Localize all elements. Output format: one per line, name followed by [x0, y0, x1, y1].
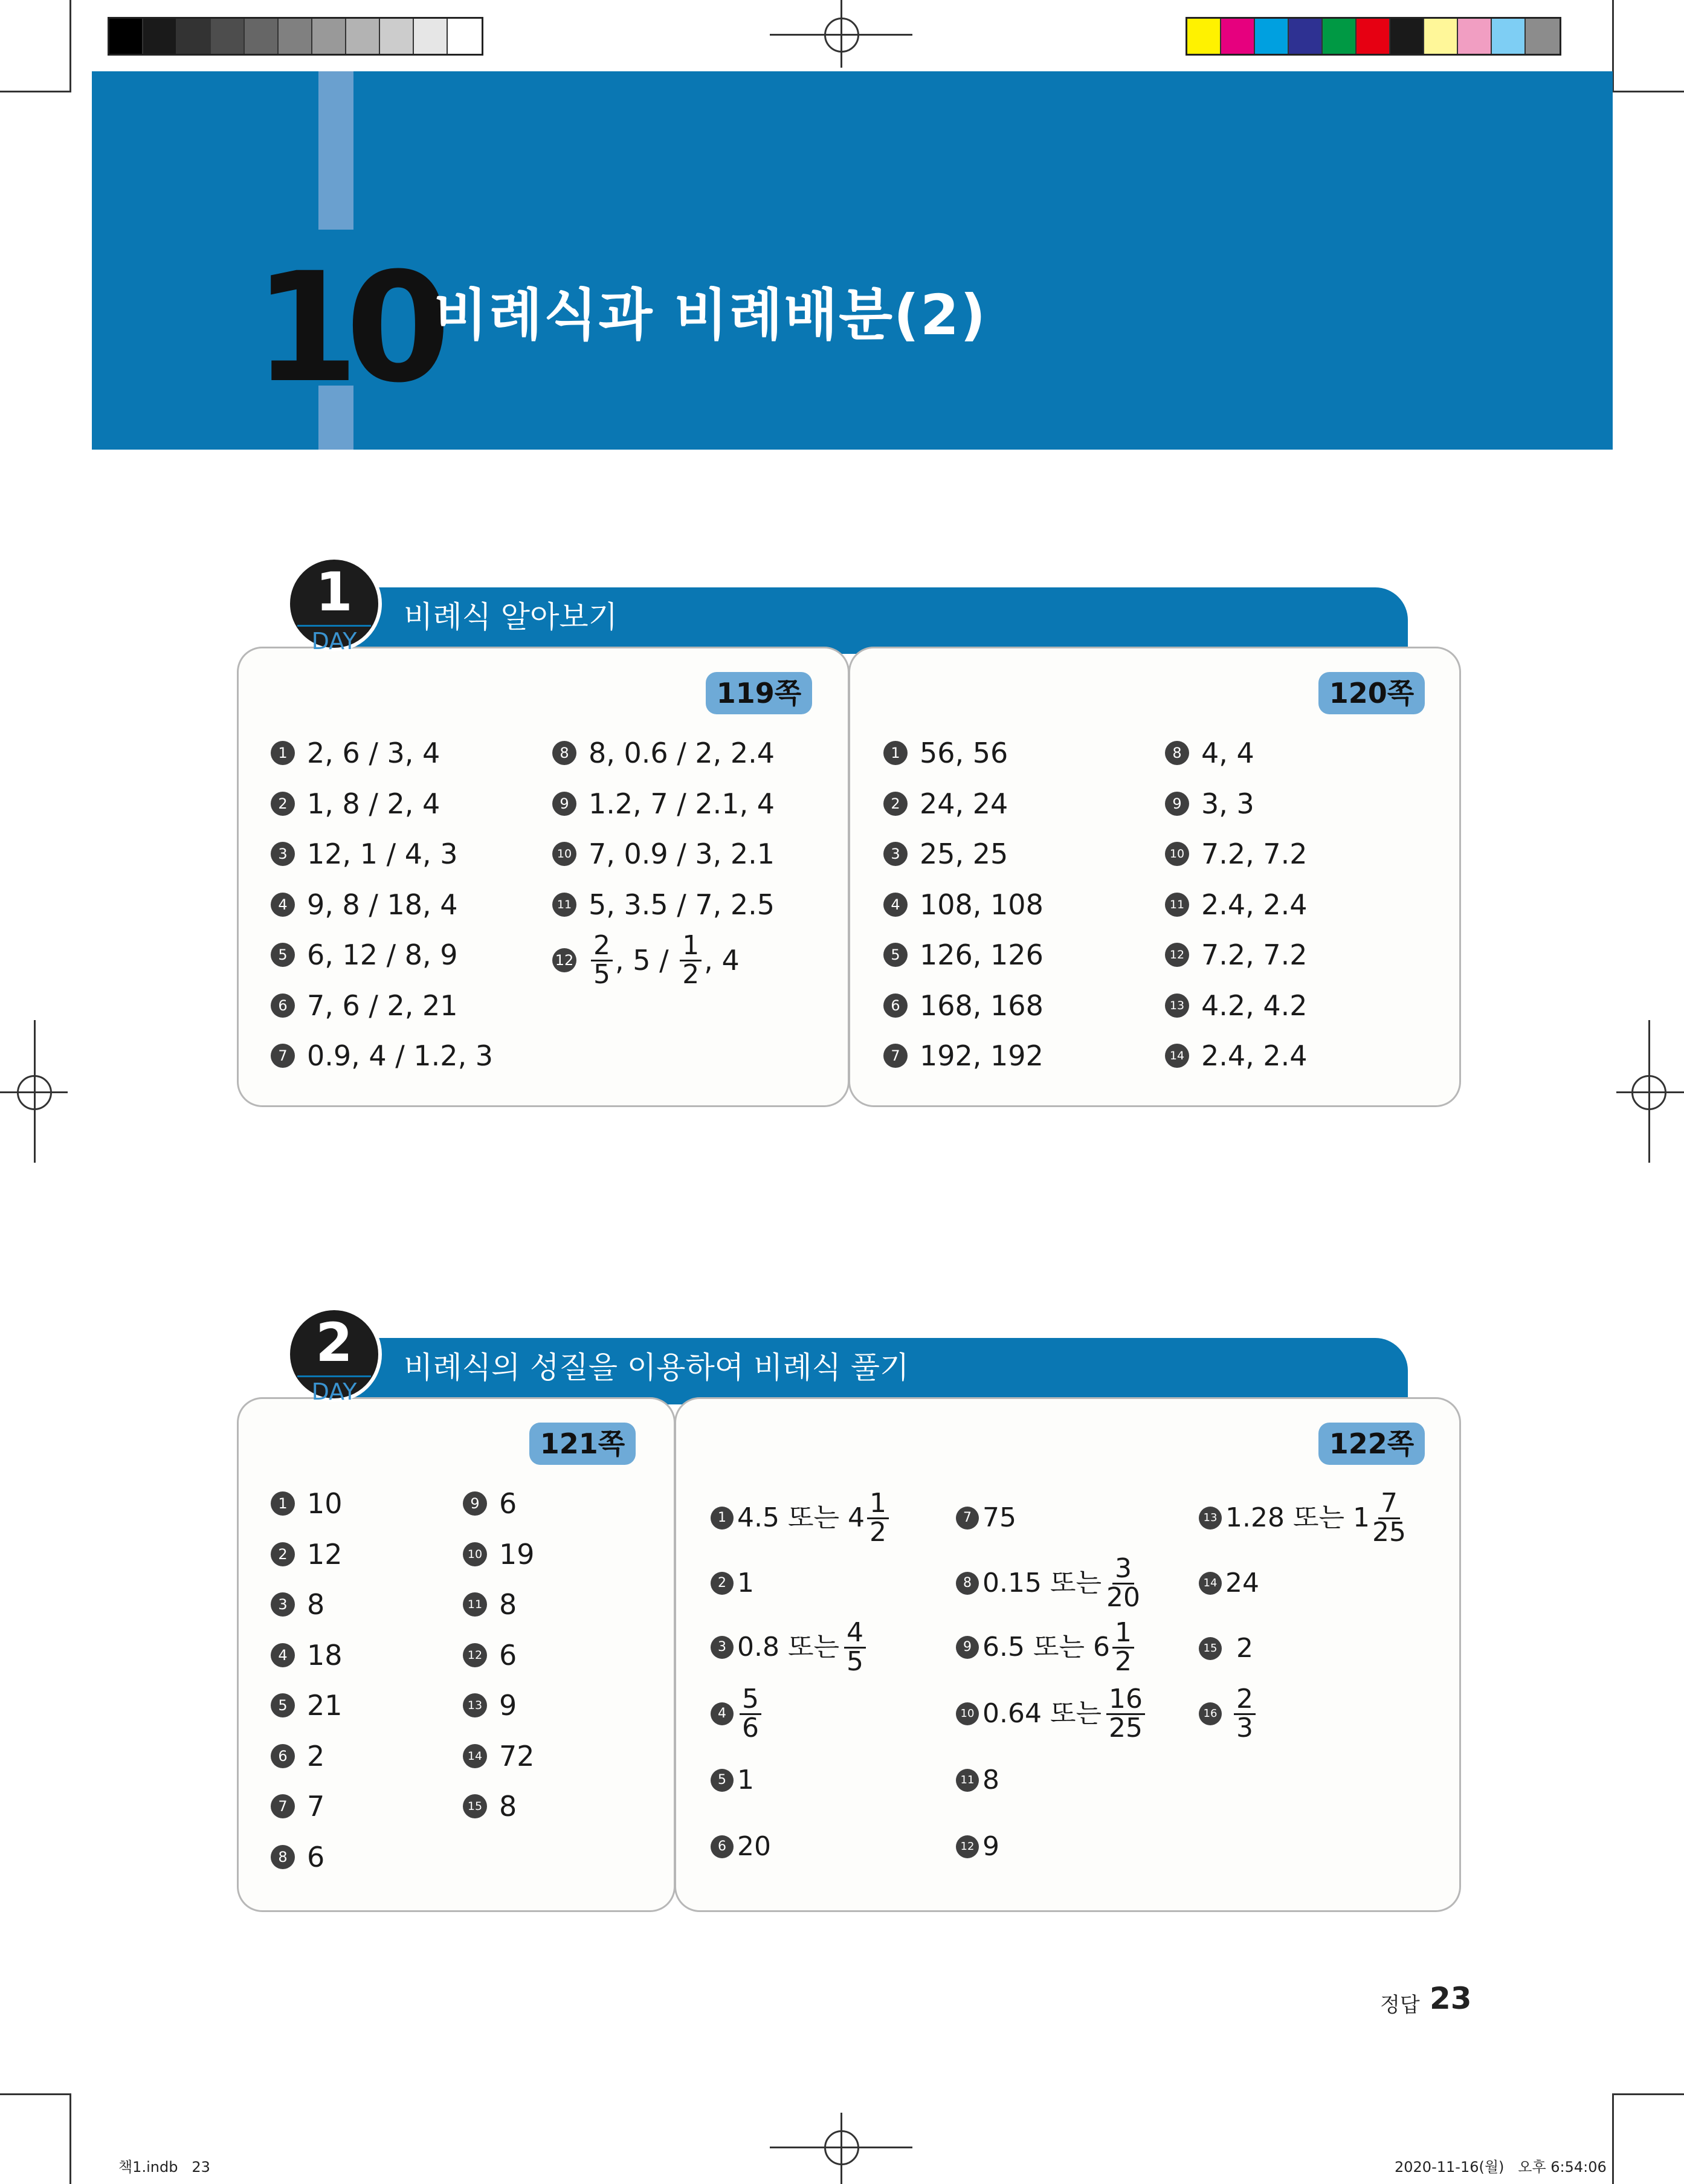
answer-text: 6 — [499, 1638, 517, 1672]
answer-number: 16 — [1199, 1702, 1222, 1725]
answer-number: 15 — [1199, 1637, 1222, 1660]
color-swatch — [1492, 19, 1526, 54]
fraction-numerator: 5 — [740, 1686, 761, 1715]
answer-item — [1165, 737, 1254, 769]
answer-number: 4 — [883, 893, 908, 917]
answer-item — [271, 737, 440, 769]
day2-badge — [286, 1307, 382, 1405]
answer-number: 12 — [956, 1835, 979, 1858]
answer-item — [463, 1640, 517, 1671]
answer-number: 2 — [711, 1572, 734, 1595]
day2-title: 비례식의 성질을 이용하여 비례식 풀기 — [404, 1350, 909, 1385]
answer-number: 10 — [956, 1702, 979, 1725]
answer-number: 12 — [463, 1643, 487, 1667]
answer-text: 21 — [307, 1689, 343, 1722]
color-swatch — [312, 19, 346, 54]
answer-item — [552, 889, 775, 920]
answer-text: 10 — [307, 1487, 343, 1520]
fraction-numerator: 2 — [1234, 1686, 1256, 1715]
print-timestamp: 2020-11-16(월) 오후 6:54:06 — [1395, 2159, 1607, 2176]
fraction — [591, 929, 613, 990]
answer-item — [883, 889, 1044, 920]
answer-number: 1 — [271, 741, 295, 765]
day-number: 2 — [315, 1311, 353, 1374]
answer-item — [1165, 788, 1254, 819]
color-swatch — [211, 19, 245, 54]
answer-text: 25, 25 — [920, 838, 1008, 870]
answer-number: 7 — [271, 1044, 295, 1068]
answer-item — [956, 1684, 1147, 1744]
color-swatch — [1424, 19, 1458, 54]
color-swatch — [346, 19, 380, 54]
color-swatch — [143, 19, 177, 54]
color-swatch — [1526, 19, 1560, 54]
color-swatch — [245, 19, 279, 54]
answer-text: 4, 4 — [1201, 737, 1254, 769]
color-swatch — [1357, 19, 1390, 54]
crop-mark — [0, 2093, 71, 2095]
answer-number: 11 — [552, 893, 576, 917]
chapter-number: 10 — [254, 240, 437, 416]
answer-text: 4.5 또는 4 — [737, 1502, 865, 1533]
fraction-denominator: 25 — [1372, 1516, 1406, 1548]
fraction — [867, 1487, 889, 1548]
answer-item — [956, 1765, 999, 1796]
answer-item — [463, 1539, 535, 1570]
answer-item — [271, 1539, 343, 1570]
answer-item — [271, 889, 458, 920]
answer-item — [271, 1488, 343, 1519]
answer-number: 6 — [271, 993, 295, 1018]
answer-text: 2 — [307, 1739, 325, 1772]
answer-item — [271, 1690, 343, 1721]
answer-item — [271, 1040, 493, 1071]
color-swatch — [448, 19, 482, 54]
answer-text: 8 — [307, 1588, 325, 1621]
answer-item — [271, 939, 458, 971]
answer-text: 2.4, 2.4 — [1201, 1039, 1308, 1072]
answer-text: , 5 / — [615, 944, 678, 977]
answer-text: 20 — [737, 1831, 771, 1862]
registration-mark — [824, 2130, 859, 2165]
answer-number: 14 — [463, 1744, 487, 1768]
answer-text: 6 — [307, 1840, 325, 1873]
chapter-header — [92, 71, 1613, 450]
answer-item — [883, 788, 1008, 819]
fraction-denominator: 25 — [1108, 1712, 1143, 1743]
answer-number: 3 — [271, 1592, 295, 1617]
color-swatch — [1187, 19, 1221, 54]
fraction-numerator: 1 — [1112, 1620, 1134, 1649]
answer-item — [883, 939, 1044, 971]
answer-number: 3 — [711, 1636, 734, 1659]
answer-text: 24 — [1225, 1568, 1259, 1598]
fraction-denominator: 2 — [869, 1516, 886, 1548]
answer-number: 14 — [1199, 1572, 1222, 1595]
day1-badge — [286, 556, 382, 654]
answer-text: 6.5 또는 6 — [982, 1632, 1110, 1662]
registration-mark — [824, 18, 859, 53]
answer-item — [956, 1553, 1143, 1614]
answer-number: 8 — [956, 1572, 979, 1595]
answer-text: 0.9, 4 / 1.2, 3 — [307, 1039, 494, 1072]
fraction-numerator: 4 — [844, 1620, 866, 1649]
answer-text: 7, 0.9 / 3, 2.1 — [589, 838, 775, 870]
fraction — [1106, 1552, 1140, 1613]
answer-item — [463, 1690, 517, 1721]
answer-text: 7 — [307, 1790, 325, 1823]
fraction-numerator: 7 — [1378, 1490, 1400, 1519]
answer-number: 7 — [883, 1044, 908, 1068]
answer-item — [1165, 838, 1308, 870]
chapter-title: 비례식과 비례배분(2) — [434, 283, 987, 347]
fraction — [740, 1683, 761, 1743]
crop-mark — [0, 91, 71, 92]
answer-text: 8, 0.6 / 2, 2.4 — [589, 737, 775, 769]
color-swatch — [1458, 19, 1492, 54]
answer-number: 8 — [1165, 741, 1189, 765]
answer-item — [1199, 1633, 1253, 1664]
fraction-denominator: 2 — [1114, 1646, 1132, 1677]
answer-number: 13 — [463, 1693, 487, 1717]
color-swatch — [109, 19, 143, 54]
answer-text: 72 — [499, 1739, 535, 1772]
day-label: DAY — [311, 628, 357, 654]
fraction-denominator: 6 — [742, 1712, 759, 1743]
answer-number: 12 — [1165, 943, 1189, 967]
answer-text: 7, 6 / 2, 21 — [307, 989, 458, 1022]
answer-text: 0.15 또는 — [982, 1568, 1102, 1598]
grayscale-color-bar — [108, 17, 483, 56]
answer-text: 7.2, 7.2 — [1201, 838, 1308, 870]
answer-item — [552, 788, 775, 819]
answer-number: 14 — [1165, 1044, 1189, 1068]
answer-number: 1 — [271, 1491, 295, 1516]
day1-right-panel — [848, 647, 1461, 1107]
answer-item — [271, 838, 458, 870]
answer-number: 2 — [271, 792, 295, 816]
answer-number: 10 — [1165, 842, 1189, 866]
process-color-bar — [1186, 17, 1561, 56]
answer-number: 11 — [956, 1769, 979, 1792]
answer-number: 4 — [271, 893, 295, 917]
answer-text: 108, 108 — [920, 888, 1044, 921]
fraction-denominator: 20 — [1106, 1581, 1140, 1613]
fraction-numerator: 2 — [591, 932, 613, 961]
page-tag-122: 122쪽 — [1318, 1423, 1425, 1465]
fraction-denominator: 5 — [593, 958, 610, 990]
answer-text: 2.4, 2.4 — [1201, 888, 1308, 921]
day-label: DAY — [311, 1378, 357, 1405]
answer-number: 11 — [1165, 893, 1189, 917]
answer-item — [463, 1589, 517, 1620]
crop-mark — [1612, 91, 1684, 92]
answer-number: 7 — [956, 1507, 979, 1530]
answer-number: 12 — [552, 948, 576, 972]
answer-item — [271, 990, 458, 1021]
answer-number: 3 — [883, 842, 908, 866]
fraction — [1234, 1683, 1256, 1743]
color-swatch — [1289, 19, 1323, 54]
crop-mark — [69, 2093, 71, 2184]
answer-text: 56, 56 — [920, 737, 1008, 769]
registration-mark — [1631, 1075, 1666, 1110]
answer-item — [463, 1740, 535, 1772]
answer-text: 1 — [737, 1765, 754, 1795]
answer-number: 9 — [956, 1636, 979, 1659]
answer-item — [883, 838, 1008, 870]
fraction-numerator: 3 — [1112, 1556, 1134, 1585]
answer-text: 12 — [307, 1537, 343, 1571]
answer-item — [711, 1831, 771, 1863]
fraction-denominator: 3 — [1236, 1712, 1253, 1743]
answer-item — [1165, 990, 1308, 1021]
color-swatch — [1390, 19, 1424, 54]
answer-text: 2 — [1236, 1633, 1253, 1664]
color-swatch — [1323, 19, 1357, 54]
answer-item — [956, 1831, 999, 1863]
answer-item — [711, 1488, 891, 1548]
answer-number: 6 — [271, 1744, 295, 1768]
answer-number: 13 — [1199, 1507, 1222, 1530]
answer-item — [883, 737, 1008, 769]
day1-title: 비례식 알아보기 — [404, 599, 618, 635]
answer-item — [883, 1040, 1044, 1071]
answer-text: 1.2, 7 / 2.1, 4 — [589, 787, 775, 820]
answer-number: 1 — [883, 741, 908, 765]
answer-text: 6, 12 / 8, 9 — [307, 939, 458, 971]
answer-number: 9 — [552, 792, 576, 816]
answer-number: 6 — [883, 993, 908, 1018]
answer-item — [711, 1765, 754, 1796]
answer-text: 126, 126 — [920, 939, 1044, 971]
answer-item — [463, 1488, 517, 1519]
fraction — [680, 929, 702, 990]
day1-left-panel — [237, 647, 850, 1107]
fraction-denominator: 5 — [846, 1646, 863, 1677]
fraction — [1106, 1683, 1145, 1743]
answer-text: 19 — [499, 1537, 535, 1571]
color-swatch — [380, 19, 414, 54]
answer-text: 8 — [982, 1765, 999, 1795]
answer-text: , 4 — [704, 944, 740, 977]
crop-mark — [69, 0, 71, 92]
answer-item — [552, 838, 775, 870]
answer-item — [271, 788, 440, 819]
answer-text: 9, 8 / 18, 4 — [307, 888, 458, 921]
day-number: 1 — [315, 561, 353, 623]
answer-number: 11 — [463, 1592, 487, 1617]
answer-text: 6 — [499, 1487, 517, 1520]
answer-item — [552, 737, 775, 769]
answer-item — [883, 990, 1044, 1021]
answer-item — [271, 1740, 324, 1772]
answer-item — [271, 1589, 324, 1620]
answer-item — [1165, 939, 1308, 971]
fraction-numerator: 16 — [1106, 1686, 1145, 1715]
answer-item — [1165, 1040, 1308, 1071]
color-swatch — [1221, 19, 1255, 54]
page-tag-119: 119쪽 — [706, 672, 812, 714]
color-swatch — [279, 19, 312, 54]
answer-number: 5 — [271, 943, 295, 967]
answer-number: 5 — [271, 1693, 295, 1717]
answer-text: 5, 3.5 / 7, 2.5 — [589, 888, 775, 921]
fraction — [1372, 1487, 1406, 1548]
answer-number: 4 — [271, 1643, 295, 1667]
answer-number: 9 — [1165, 792, 1189, 816]
answer-number: 6 — [711, 1835, 734, 1858]
answer-number: 5 — [883, 943, 908, 967]
day-divider — [297, 625, 371, 627]
answer-number: 13 — [1165, 993, 1189, 1018]
answer-text: 7.2, 7.2 — [1201, 939, 1308, 971]
answer-number: 8 — [552, 741, 576, 765]
answer-text: 1 — [737, 1568, 754, 1598]
answer-text: 12, 1 / 4, 3 — [307, 838, 458, 870]
answer-label: 정답 — [1380, 1993, 1420, 2017]
crop-mark — [1612, 2093, 1614, 2184]
answer-text: 9 — [982, 1831, 999, 1862]
registration-mark — [17, 1075, 52, 1110]
answer-item — [1199, 1684, 1258, 1744]
answer-text: 0.64 또는 — [982, 1698, 1102, 1729]
answer-item — [463, 1791, 517, 1822]
answer-text: 75 — [982, 1502, 1016, 1533]
answer-text: 8 — [499, 1790, 517, 1823]
answer-text: 3, 3 — [1201, 787, 1254, 820]
fraction-numerator: 1 — [867, 1490, 889, 1519]
answer-item — [271, 1791, 324, 1822]
answer-number: 9 — [463, 1491, 487, 1516]
answer-text: 4.2, 4.2 — [1201, 989, 1308, 1022]
answer-number: 15 — [463, 1794, 487, 1818]
answer-number: 3 — [271, 842, 295, 866]
color-swatch — [177, 19, 211, 54]
answer-item — [711, 1684, 764, 1744]
answer-item — [956, 1502, 1016, 1534]
page-number: 23 — [1430, 1981, 1472, 2016]
fraction — [844, 1617, 866, 1677]
answer-number: 10 — [552, 842, 576, 866]
answer-text: 24, 24 — [920, 787, 1008, 820]
answer-text: 168, 168 — [920, 989, 1044, 1022]
answer-number: 7 — [271, 1794, 295, 1818]
answer-text: 2, 6 / 3, 4 — [307, 737, 440, 769]
crop-mark — [1612, 2093, 1684, 2095]
file-info: 책1.indb 23 — [118, 2159, 210, 2176]
answer-number: 8 — [271, 1845, 295, 1869]
answer-number: 2 — [271, 1542, 295, 1566]
answer-text: 8 — [499, 1588, 517, 1621]
answer-text: 9 — [499, 1689, 517, 1722]
answer-item — [711, 1568, 754, 1599]
answer-item — [271, 1640, 343, 1671]
answer-item — [271, 1841, 324, 1873]
answer-text: 1, 8 / 2, 4 — [307, 787, 440, 820]
answer-item — [1199, 1568, 1259, 1599]
fraction-denominator: 2 — [682, 958, 700, 990]
answer-number: 10 — [463, 1542, 487, 1566]
answer-item — [711, 1617, 868, 1678]
answer-text: 0.8 또는 — [737, 1632, 839, 1662]
answer-item — [1199, 1488, 1408, 1548]
answer-text: 1.28 또는 1 — [1225, 1502, 1370, 1533]
page-tag-121: 121쪽 — [529, 1423, 636, 1465]
answer-number: 5 — [711, 1769, 734, 1792]
answer-number: 4 — [711, 1702, 734, 1725]
day-divider — [297, 1375, 371, 1377]
fraction — [1112, 1617, 1134, 1677]
answer-number: 2 — [883, 792, 908, 816]
answer-number: 1 — [711, 1507, 734, 1530]
answer-item — [956, 1617, 1137, 1678]
answer-text: 192, 192 — [920, 1039, 1044, 1072]
page-tag-120: 120쪽 — [1318, 672, 1425, 714]
color-swatch — [414, 19, 448, 54]
answer-text: 18 — [307, 1638, 343, 1672]
color-swatch — [1255, 19, 1289, 54]
answer-item — [1165, 889, 1308, 920]
fraction-numerator: 1 — [680, 932, 702, 961]
answer-item — [552, 929, 740, 990]
